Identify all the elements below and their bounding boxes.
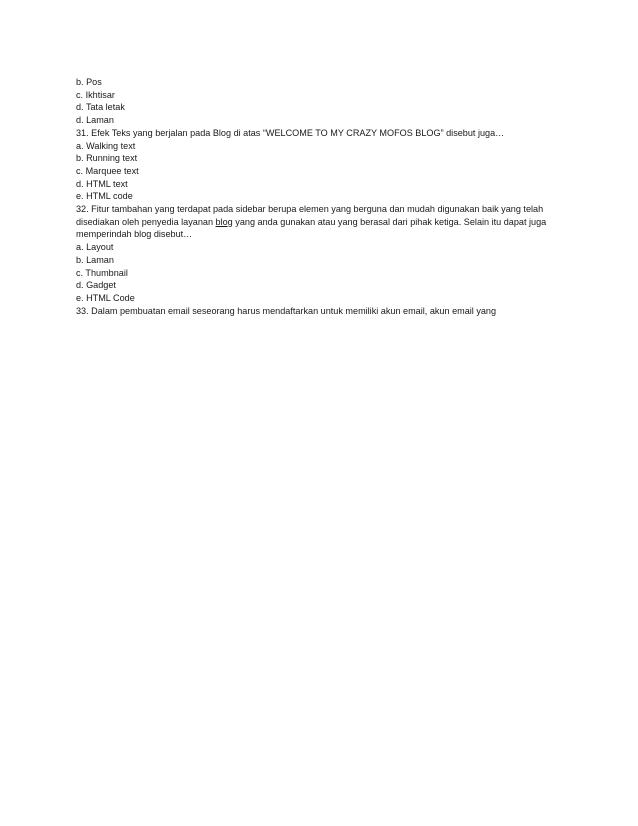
q32-option-c: c. Thumbnail [76, 267, 128, 278]
q31-question: 31. Efek Teks yang berjalan pada Blog di atas “WELCOME TO MY CRAZY MOFOS BLOG” disebut juga… [76, 127, 505, 138]
q32-question-text-1: 32. Fitur tambahan yang terdapat pada sidebar berupa elemen yang berguna dan mudah digunakan baik yang telah disediakan oleh penyedia layanan [76, 204, 544, 227]
q30-option-b: b. Pos [76, 77, 102, 87]
q31-option-b: b. Running text [76, 153, 138, 164]
q32-option-e: e. HTML Code [76, 292, 135, 303]
q32-option-a: a. Layout [76, 242, 114, 253]
q33-question: 33. Dalam pembuatan email seseorang harus mendaftarkan untuk memiliki akun email, akun email yang [76, 305, 497, 316]
q32-option-b: b. Laman [76, 254, 114, 265]
document-body [76, 76, 552, 317]
q32-question [76, 203, 552, 241]
q30-option-d-tata-letak: d. Tata letak [76, 102, 125, 113]
q32-blog-link[interactable]: blog [215, 216, 233, 227]
q32-option-d: d. Gadget [76, 280, 116, 291]
q30-option-d-laman: d. Laman [76, 115, 114, 126]
q30-option-c: c. Ikhtisar [76, 89, 115, 100]
q32-question-text-2: yang anda gunakan atau yang berasal dari pihak ketiga. Selain itu dapat juga memperindah blog disebut… [76, 216, 547, 240]
q31-option-d: d. HTML text [76, 178, 128, 189]
q31-option-a: a. Walking text [76, 140, 136, 151]
q31-option-e: e. HTML code [76, 191, 133, 202]
q31-option-c: c. Marquee text [76, 165, 139, 176]
